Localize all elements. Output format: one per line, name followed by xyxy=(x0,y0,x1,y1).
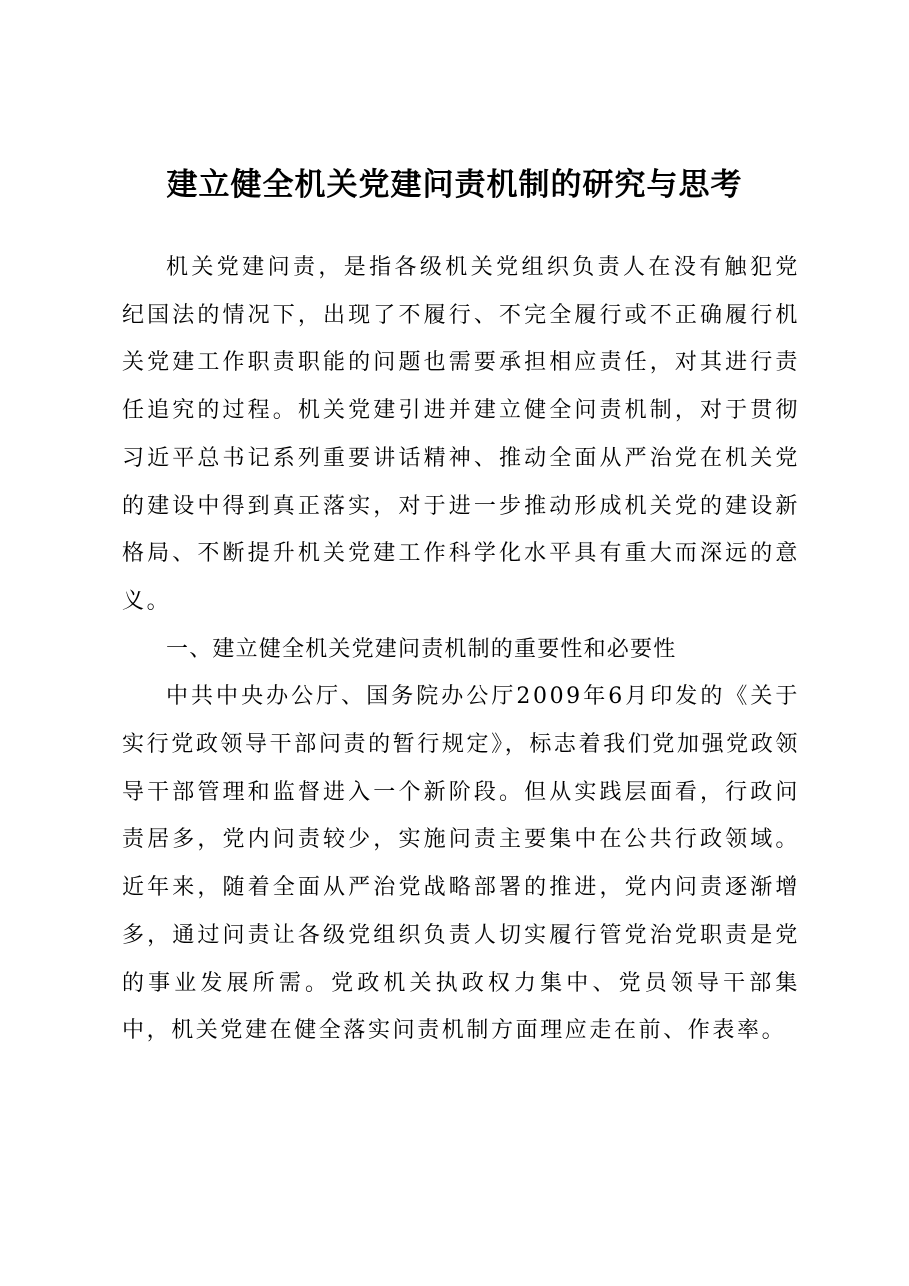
document-body xyxy=(122,244,800,1055)
section-paragraph: 中共中央办公厅、国务院办公厅2009年6月印发的《关于实行党政领导干部问责的暂行规定》，标志着我们党加强党政领导干部管理和监督进入一个新阶段。但从实践层面看，行政问责居多，党内问责较少，实施问责主要集中在公共行政领域。近年来，随着全面从严治党战略部署的推进，党内问责逐渐增多，通过问责让各级党组织负责人切实履行管党治党职责是党的事业发展所需。党政机关执政权力集中、党员领导干部集中，机关党建在健全落实问责机制方面理应走在前、作表率。 xyxy=(122,684,800,1044)
section-heading: 一、建立健全机关党建问责机制的重要性和必要性 xyxy=(166,636,677,662)
document-title: 建立健全机关党建问责机制的研究与思考 xyxy=(166,167,743,203)
intro-paragraph: 机关党建问责，是指各级机关党组织负责人在没有触犯党纪国法的情况下，出现了不履行、不完全履行或不正确履行机关党建工作职责职能的问题也需要承担相应责任，对其进行责任追究的过程。机关党建引进并建立健全问责机制，对于贯彻习近平总书记系列重要讲话精神、推动全面从严治党在机关党的建设中得到真正落实，对于进一步推动形成机关党的建设新格局、不断提升机关党建工作科学化水平具有重大而深远的意义。 xyxy=(122,255,800,614)
